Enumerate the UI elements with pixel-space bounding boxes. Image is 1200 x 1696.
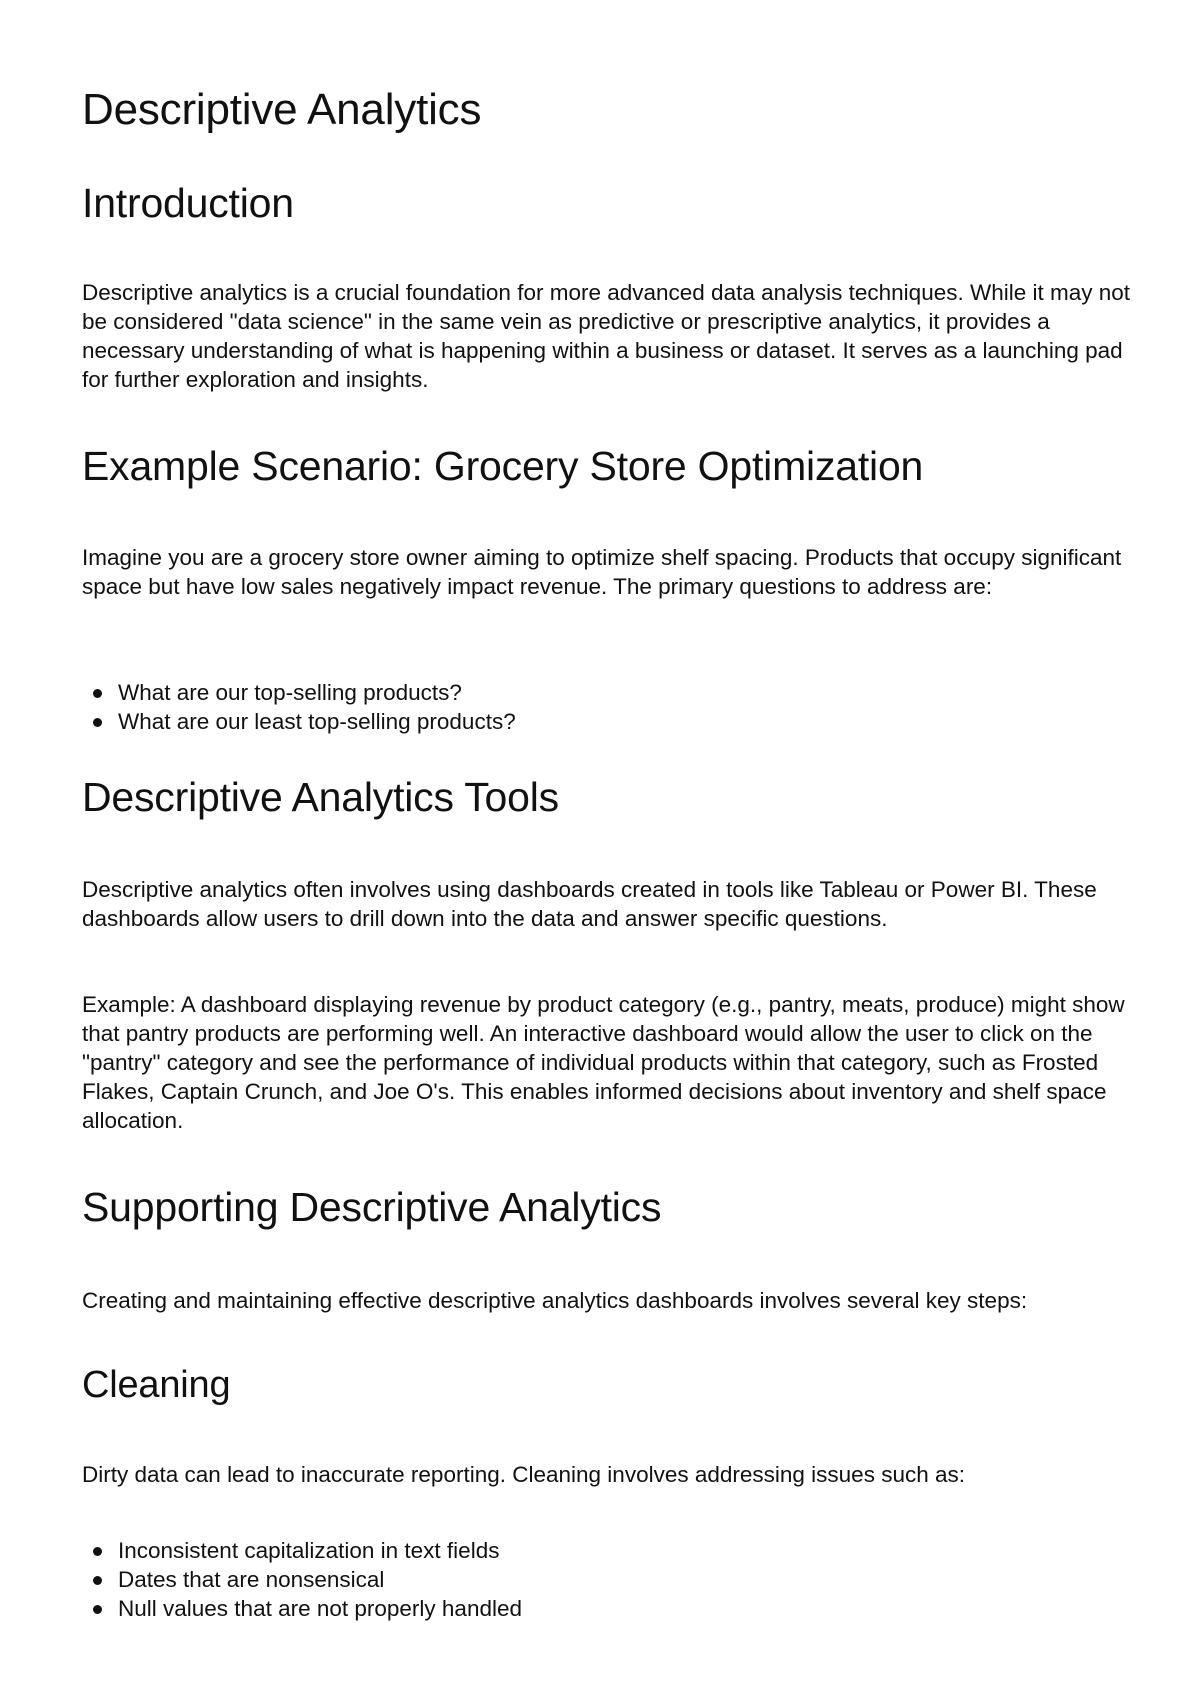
- tools-heading: Descriptive Analytics Tools: [82, 774, 559, 820]
- tools-paragraph: Descriptive analytics often involves using dashboards created in tools like Tableau or Power BI. These dashboards allow users to drill down into the data and answer specific questions.: [82, 877, 1097, 931]
- introduction-heading: Introduction: [82, 180, 294, 226]
- list-item: [82, 707, 516, 736]
- list-item-text: Null values that are not properly handled: [118, 1596, 523, 1621]
- bullet-icon: [93, 1605, 102, 1614]
- bullet-icon: [93, 1576, 102, 1585]
- bullet-icon: [93, 718, 102, 727]
- list-item: [82, 1594, 522, 1623]
- list-item-text: Dates that are nonsensical: [118, 1567, 385, 1592]
- list-item: [82, 1565, 522, 1594]
- scenario-heading: Example Scenario: Grocery Store Optimization: [82, 443, 924, 489]
- list-item-text: What are our top-selling products?: [118, 680, 462, 705]
- list-item: [82, 1536, 522, 1565]
- tools-example-paragraph: Example: A dashboard displaying revenue by product category (e.g., pantry, meats, produce) might show that pantry products are performing well. An interactive dashboard would allow the user to click on the "pantry" category and see the performance of individual products within that category, such as Frosted Flakes, Captain Crunch, and Joe O's. This enables informed decisions about inventory and shelf space allocation.: [82, 992, 1125, 1133]
- bullet-icon: [93, 1547, 102, 1556]
- cleaning-heading: Cleaning: [82, 1364, 231, 1406]
- cleaning-issues-list: [82, 1536, 522, 1623]
- bullet-icon: [93, 689, 102, 698]
- supporting-paragraph: Creating and maintaining effective descriptive analytics dashboards involves several key steps:: [82, 1288, 1028, 1313]
- list-item-text: What are our least top-selling products?: [118, 709, 516, 734]
- list-item: [82, 678, 516, 707]
- cleaning-paragraph: Dirty data can lead to inaccurate reporting. Cleaning involves addressing issues such as:: [82, 1462, 965, 1487]
- list-item-text: Inconsistent capitalization in text fields: [118, 1538, 500, 1563]
- scenario-questions-list: [82, 678, 516, 736]
- introduction-paragraph: Descriptive analytics is a crucial foundation for more advanced data analysis techniques. While it may not be considered "data science" in the same vein as predictive or prescriptive analytics, it provides a necessary understanding of what is happening within a business or dataset. It serves as a launching pad for further exploration and insights.: [82, 280, 1131, 392]
- scenario-paragraph: Imagine you are a grocery store owner aiming to optimize shelf spacing. Products that occupy significant space but have low sales negatively impact revenue. The primary questions to address are:: [82, 545, 1122, 599]
- document-title: Descriptive Analytics: [82, 85, 482, 134]
- supporting-heading: Supporting Descriptive Analytics: [82, 1184, 662, 1230]
